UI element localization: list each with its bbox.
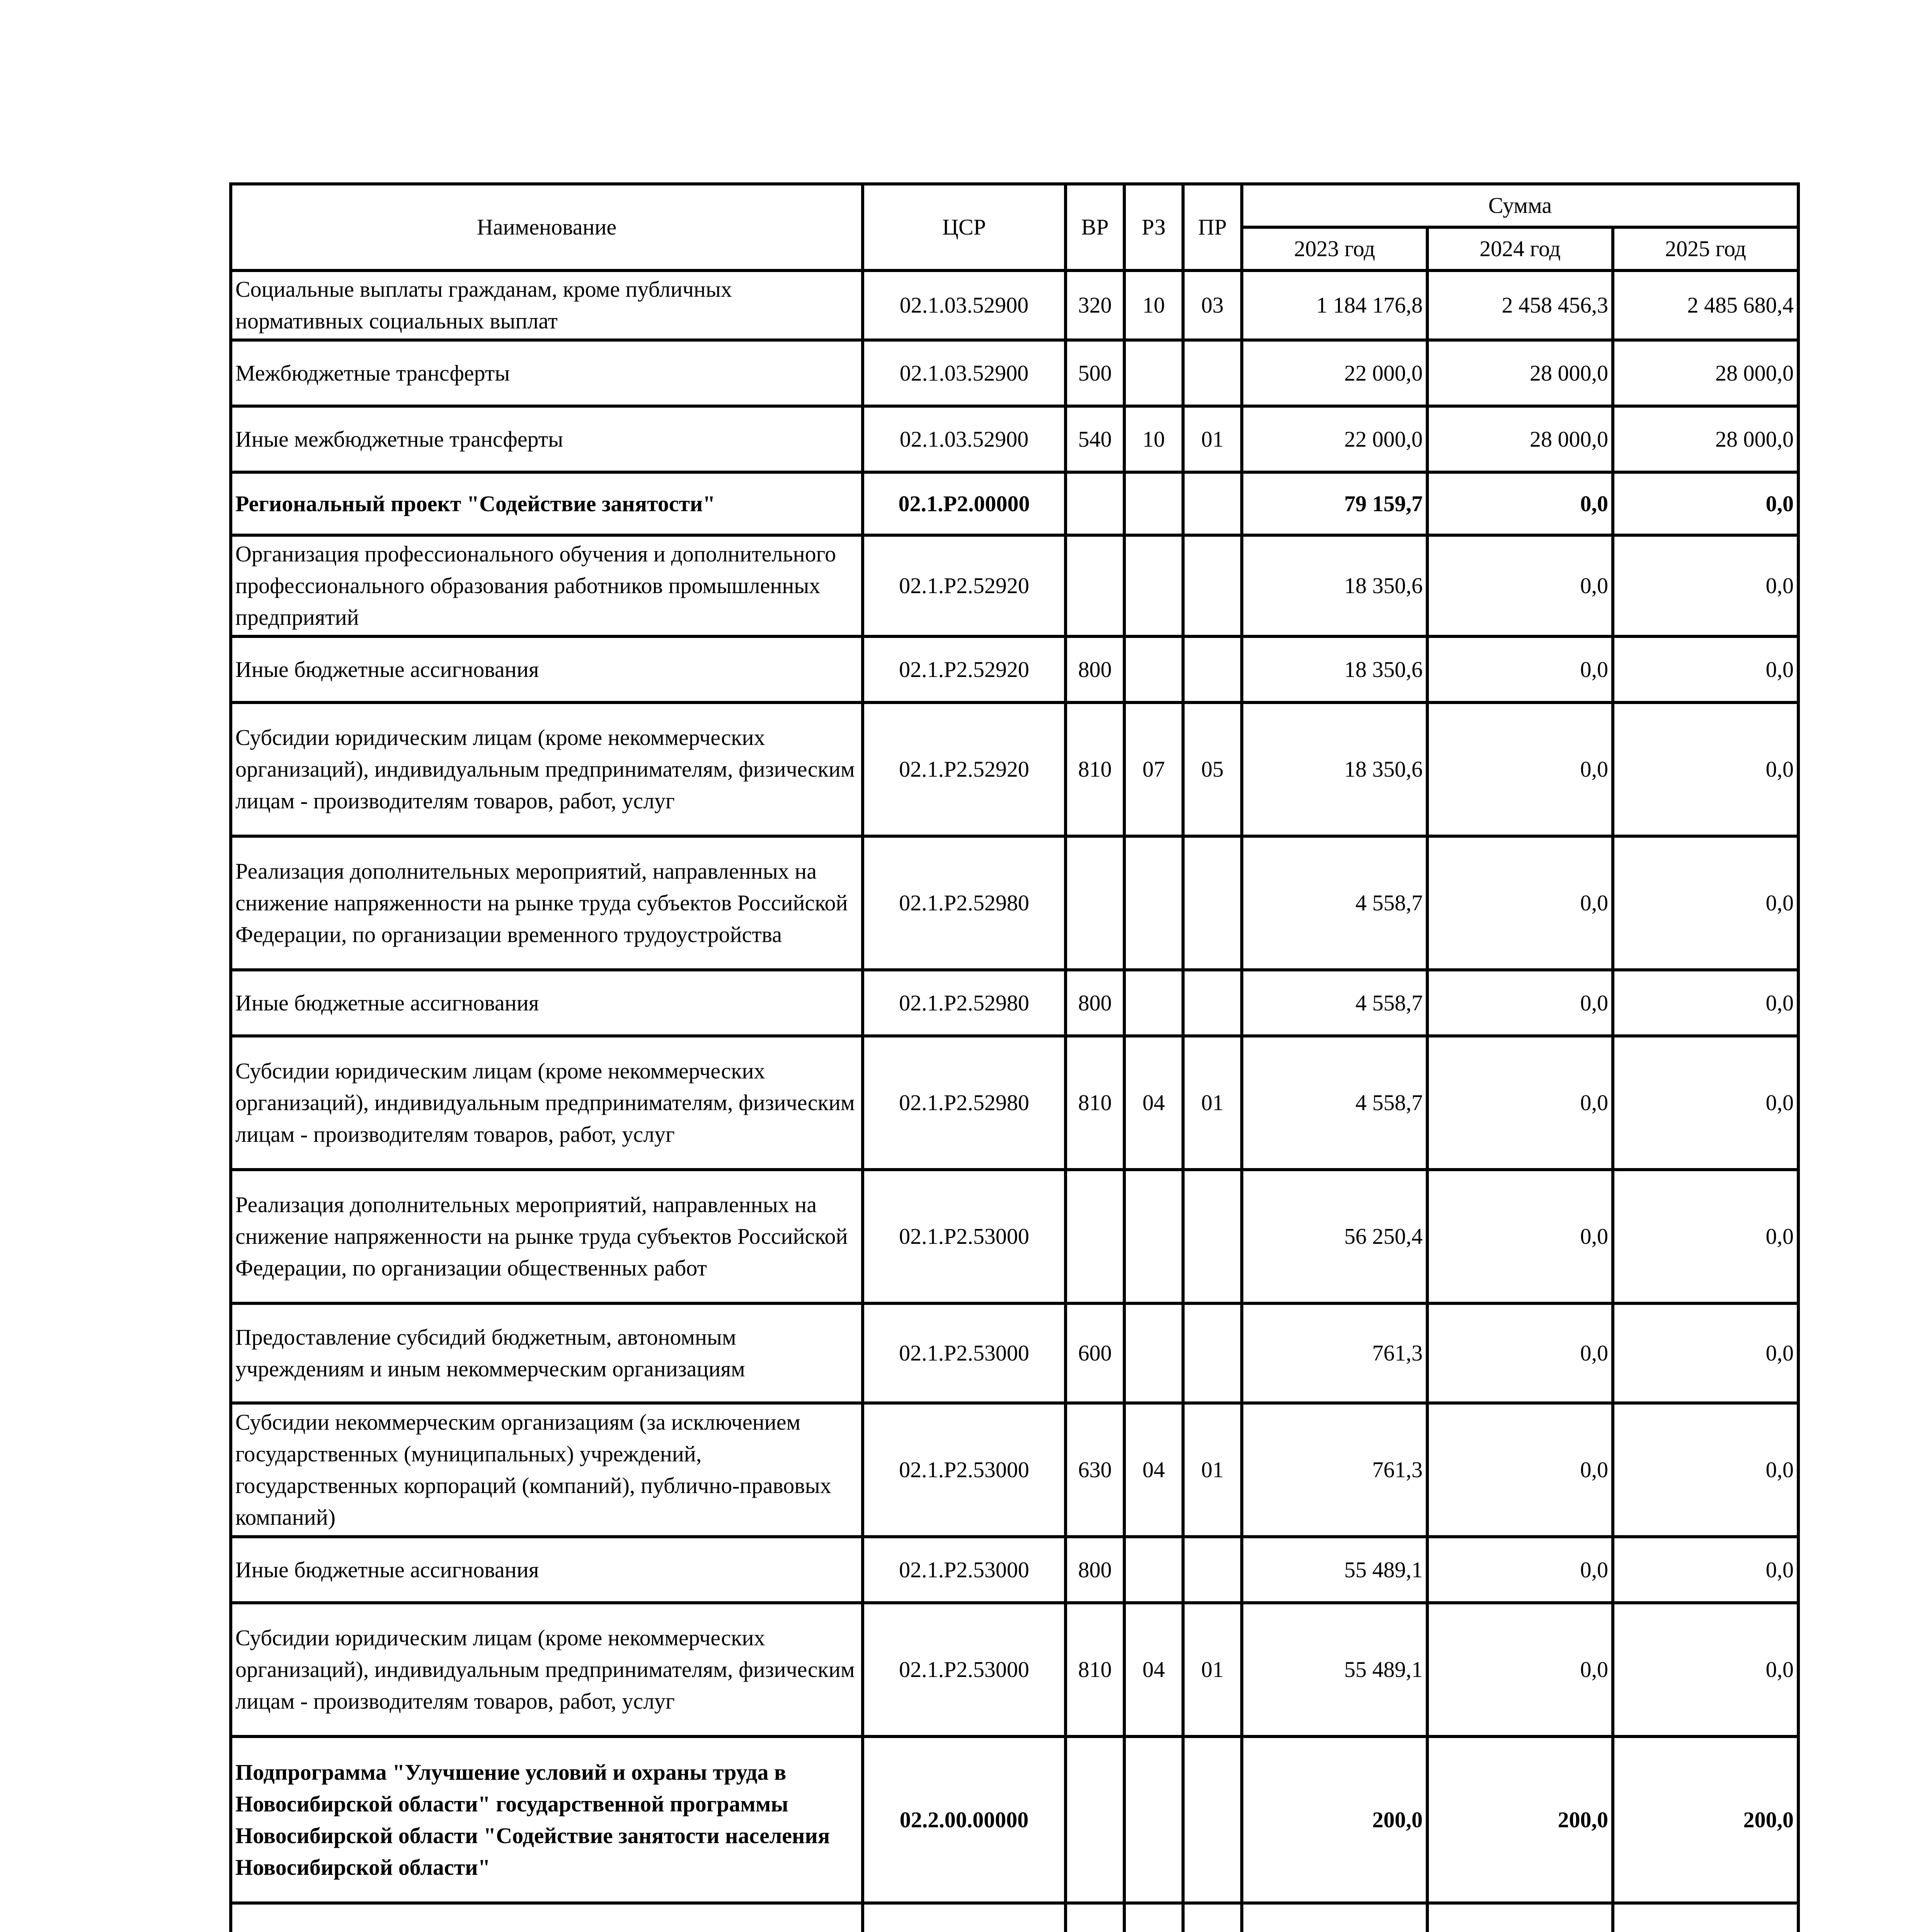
- cell-name: Иные бюджетные ассигнования: [231, 970, 863, 1036]
- cell-2024: [1427, 1903, 1613, 1932]
- cell-pr: [1183, 1903, 1242, 1932]
- cell-pr: [1183, 535, 1242, 636]
- cell-2025: 0,0: [1613, 836, 1798, 970]
- cell-2023: 22 000,0: [1242, 406, 1427, 472]
- cell-csr: 02.1.P2.52920: [863, 636, 1066, 702]
- cell-2024: 2 458 456,3: [1427, 270, 1613, 340]
- cell-csr: 02.1.P2.52980: [863, 1036, 1066, 1170]
- cell-pr: [1183, 340, 1242, 406]
- table-body: [231, 270, 1798, 1932]
- header-2025: 2025 год: [1613, 227, 1798, 270]
- table-row: [231, 1403, 1798, 1537]
- table-row: [231, 1903, 1798, 1932]
- cell-2023: 200,0: [1242, 1736, 1427, 1903]
- cell-name: Субсидии некоммерческим организациям (за исключением государственных (муниципальных) учреждений, государственных корпораций (компаний), публично-правовых компаний): [231, 1403, 863, 1537]
- cell-pr: 05: [1183, 702, 1242, 836]
- cell-pr: [1183, 1303, 1242, 1403]
- table-row: [231, 702, 1798, 836]
- cell-rz: [1124, 1303, 1183, 1403]
- cell-vr: [1066, 836, 1124, 970]
- cell-name: Субсидии юридическим лицам (кроме некоммерческих организаций), индивидуальным предпринимателям, физическим лицам - производителям товаров, работ, услуг: [231, 1603, 863, 1736]
- cell-csr: 02.1.P2.53000: [863, 1603, 1066, 1736]
- cell-2023: 79 159,7: [1242, 472, 1427, 535]
- cell-2023: 18 350,6: [1242, 702, 1427, 836]
- cell-2024: 0,0: [1427, 1403, 1613, 1537]
- cell-rz: [1124, 836, 1183, 970]
- cell-pr: 01: [1183, 1036, 1242, 1170]
- cell-rz: 04: [1124, 1403, 1183, 1537]
- table-row: [231, 1036, 1798, 1170]
- cell-2024: 0,0: [1427, 1036, 1613, 1170]
- header-sum: Сумма: [1242, 184, 1798, 227]
- cell-2025: 28 000,0: [1613, 406, 1798, 472]
- header-vr: ВР: [1066, 184, 1124, 270]
- cell-name: Межбюджетные трансферты: [231, 340, 863, 406]
- cell-2025: [1613, 1903, 1798, 1932]
- cell-rz: 10: [1124, 406, 1183, 472]
- cell-rz: [1124, 1170, 1183, 1303]
- cell-2024: 0,0: [1427, 472, 1613, 535]
- cell-rz: [1124, 340, 1183, 406]
- cell-2024: 0,0: [1427, 836, 1613, 970]
- cell-2025: 0,0: [1613, 472, 1798, 535]
- cell-name: Региональный проект "Содействие занятости": [231, 472, 863, 535]
- table-row: [231, 1736, 1798, 1903]
- table-row: [231, 836, 1798, 970]
- cell-vr: 600: [1066, 1303, 1124, 1403]
- cell-2024: 0,0: [1427, 535, 1613, 636]
- cell-2024: 0,0: [1427, 636, 1613, 702]
- cell-csr: 02.1.P2.00000: [863, 472, 1066, 535]
- cell-2024: 0,0: [1427, 1303, 1613, 1403]
- cell-name: Субсидии юридическим лицам (кроме некоммерческих организаций), индивидуальным предпринимателям, физическим лицам - производителям товаров, работ, услуг: [231, 1036, 863, 1170]
- cell-2023: 56 250,4: [1242, 1170, 1427, 1303]
- cell-csr: 02.1.P2.52980: [863, 836, 1066, 970]
- cell-rz: 04: [1124, 1036, 1183, 1170]
- cell-2023: 55 489,1: [1242, 1603, 1427, 1736]
- cell-2025: 0,0: [1613, 636, 1798, 702]
- cell-2023: 1 184 176,8: [1242, 270, 1427, 340]
- cell-vr: 810: [1066, 1036, 1124, 1170]
- cell-vr: 800: [1066, 970, 1124, 1036]
- cell-csr: 02.1.P2.53000: [863, 1170, 1066, 1303]
- cell-name: Подпрограмма "Улучшение условий и охраны труда в Новосибирской области" государственной программы Новосибирской области "Содействие занятости населения Новосибирской области": [231, 1736, 863, 1903]
- cell-2023: 22 000,0: [1242, 340, 1427, 406]
- cell-pr: [1183, 1537, 1242, 1603]
- cell-2024: 0,0: [1427, 1170, 1613, 1303]
- table-header: [231, 184, 1798, 270]
- cell-2025: 0,0: [1613, 1303, 1798, 1403]
- cell-rz: [1124, 1736, 1183, 1903]
- table-row: [231, 970, 1798, 1036]
- table-row: [231, 636, 1798, 702]
- cell-2025: 200,0: [1613, 1736, 1798, 1903]
- cell-2024: 0,0: [1427, 1537, 1613, 1603]
- table-row: [231, 1537, 1798, 1603]
- cell-2025: 28 000,0: [1613, 340, 1798, 406]
- cell-csr: 02.1.03.52900: [863, 406, 1066, 472]
- cell-pr: 01: [1183, 406, 1242, 472]
- table-row: [231, 1603, 1798, 1736]
- cell-2023: 18 350,6: [1242, 636, 1427, 702]
- cell-pr: [1183, 1736, 1242, 1903]
- table-row: [231, 472, 1798, 535]
- cell-2023: 761,3: [1242, 1403, 1427, 1537]
- cell-pr: [1183, 970, 1242, 1036]
- table-row: [231, 535, 1798, 636]
- cell-name: Иные бюджетные ассигнования: [231, 636, 863, 702]
- cell-vr: [1066, 1903, 1124, 1932]
- cell-2025: 0,0: [1613, 702, 1798, 836]
- cell-rz: [1124, 970, 1183, 1036]
- cell-pr: 03: [1183, 270, 1242, 340]
- cell-2025: 0,0: [1613, 1170, 1798, 1303]
- table-row: [231, 1303, 1798, 1403]
- cell-name: Предоставление субсидий бюджетным, автономным учреждениям и иным некоммерческим организациям: [231, 1303, 863, 1403]
- cell-vr: 320: [1066, 270, 1124, 340]
- cell-pr: 01: [1183, 1603, 1242, 1736]
- cell-csr: 02.1.P2.52920: [863, 702, 1066, 836]
- header-pr: ПР: [1183, 184, 1242, 270]
- cell-vr: [1066, 535, 1124, 636]
- cell-2024: 0,0: [1427, 1603, 1613, 1736]
- cell-csr: 02.1.03.52900: [863, 340, 1066, 406]
- cell-2023: 761,3: [1242, 1303, 1427, 1403]
- cell-pr: 01: [1183, 1403, 1242, 1537]
- table-row: [231, 270, 1798, 340]
- cell-2023: 4 558,7: [1242, 1036, 1427, 1170]
- cell-csr: 02.1.P2.53000: [863, 1537, 1066, 1603]
- cell-rz: [1124, 1903, 1183, 1932]
- budget-table: [229, 182, 1800, 1932]
- cell-vr: [1066, 1170, 1124, 1303]
- header-2024: 2024 год: [1427, 227, 1613, 270]
- header-rz: РЗ: [1124, 184, 1183, 270]
- cell-csr: 02.1.P2.52920: [863, 535, 1066, 636]
- cell-2025: 0,0: [1613, 1403, 1798, 1537]
- cell-vr: 630: [1066, 1403, 1124, 1537]
- cell-rz: [1124, 636, 1183, 702]
- cell-2025: 0,0: [1613, 1603, 1798, 1736]
- cell-rz: [1124, 535, 1183, 636]
- cell-2023: 4 558,7: [1242, 836, 1427, 970]
- cell-2024: 200,0: [1427, 1736, 1613, 1903]
- cell-name: Реализация дополнительных мероприятий, направленных на снижение напряженности на рынке труда субъектов Российской Федерации, по организации временного трудоустройства: [231, 836, 863, 970]
- cell-name: Реализация дополнительных мероприятий, направленных на снижение напряженности на рынке труда субъектов Российской Федерации, по организации общественных работ: [231, 1170, 863, 1303]
- cell-name: [231, 1903, 863, 1932]
- cell-pr: [1183, 636, 1242, 702]
- header-name: Наименование: [231, 184, 863, 270]
- cell-2024: 0,0: [1427, 702, 1613, 836]
- cell-pr: [1183, 472, 1242, 535]
- cell-2025: 0,0: [1613, 535, 1798, 636]
- cell-csr: 02.1.P2.52980: [863, 970, 1066, 1036]
- cell-pr: [1183, 836, 1242, 970]
- cell-2025: 0,0: [1613, 970, 1798, 1036]
- cell-rz: 07: [1124, 702, 1183, 836]
- cell-csr: 02.1.03.52900: [863, 270, 1066, 340]
- cell-csr: 02.2.00.00000: [863, 1736, 1066, 1903]
- cell-2023: [1242, 1903, 1427, 1932]
- cell-csr: 02.1.P2.53000: [863, 1403, 1066, 1537]
- cell-2025: 2 485 680,4: [1613, 270, 1798, 340]
- cell-vr: 810: [1066, 1603, 1124, 1736]
- cell-vr: 810: [1066, 702, 1124, 836]
- cell-name: Иные бюджетные ассигнования: [231, 1537, 863, 1603]
- cell-vr: 500: [1066, 340, 1124, 406]
- table-row: [231, 1170, 1798, 1303]
- cell-2023: 55 489,1: [1242, 1537, 1427, 1603]
- header-2023: 2023 год: [1242, 227, 1427, 270]
- cell-vr: [1066, 472, 1124, 535]
- cell-rz: 04: [1124, 1603, 1183, 1736]
- cell-vr: 800: [1066, 636, 1124, 702]
- cell-pr: [1183, 1170, 1242, 1303]
- cell-csr: [863, 1903, 1066, 1932]
- cell-2025: 0,0: [1613, 1537, 1798, 1603]
- cell-rz: 10: [1124, 270, 1183, 340]
- cell-2023: 4 558,7: [1242, 970, 1427, 1036]
- cell-rz: [1124, 1537, 1183, 1603]
- cell-rz: [1124, 472, 1183, 535]
- cell-name: Социальные выплаты гражданам, кроме публичных нормативных социальных выплат: [231, 270, 863, 340]
- table-row: [231, 340, 1798, 406]
- cell-2024: 28 000,0: [1427, 340, 1613, 406]
- cell-name: Организация профессионального обучения и дополнительного профессионального образования работников промышленных предприятий: [231, 535, 863, 636]
- cell-2024: 0,0: [1427, 970, 1613, 1036]
- cell-2024: 28 000,0: [1427, 406, 1613, 472]
- cell-2023: 18 350,6: [1242, 535, 1427, 636]
- cell-vr: 540: [1066, 406, 1124, 472]
- cell-2025: 0,0: [1613, 1036, 1798, 1170]
- cell-vr: 800: [1066, 1537, 1124, 1603]
- cell-csr: 02.1.P2.53000: [863, 1303, 1066, 1403]
- cell-vr: [1066, 1736, 1124, 1903]
- header-csr: ЦСР: [863, 184, 1066, 270]
- cell-name: Иные межбюджетные трансферты: [231, 406, 863, 472]
- cell-name: Субсидии юридическим лицам (кроме некоммерческих организаций), индивидуальным предпринимателям, физическим лицам - производителям товаров, работ, услуг: [231, 702, 863, 836]
- table-row: [231, 406, 1798, 472]
